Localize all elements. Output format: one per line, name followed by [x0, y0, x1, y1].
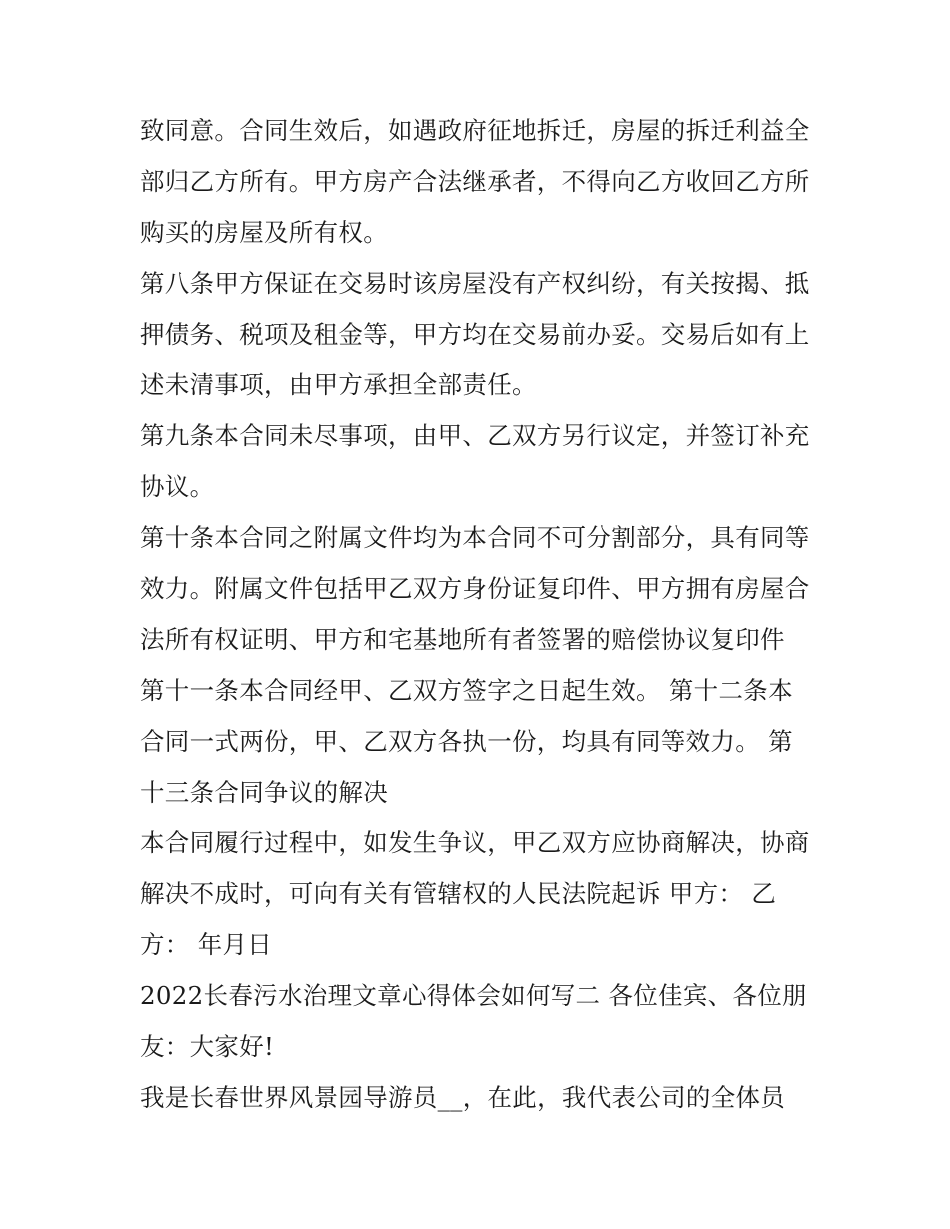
text-line: 2022长春污水治理文章心得体会如何写二 各位佳宾、各位朋 [140, 981, 807, 1011]
text-line: 第九条本合同未尽事项，由甲、乙双方另行议定，并签订补充 [140, 421, 810, 451]
text-line: 效力。附属文件包括甲乙双方身份证复印件、甲方拥有房屋合 [140, 574, 810, 604]
text-line: 合同一式两份，甲、乙双方各执一份，均具有同等效力。 第 [140, 726, 793, 756]
text-line: 致同意。合同生效后，如遇政府征地拆迁，房屋的拆迁利益全 [140, 116, 810, 145]
text-line: 我是长春世界风景园导游员__，在此，我代表公司的全体员 [140, 1082, 786, 1112]
text-line: 法所有权证明、甲方和宅基地所有者签署的赔偿协议复印件 [140, 624, 785, 654]
text-line: 协议。 [140, 472, 215, 502]
text-line: 第十条本合同之附属文件均为本合同不可分割部分，具有同等 [140, 523, 810, 553]
text-line: 第十一条本合同经甲、乙双方签字之日起生效。 第十二条本 [140, 675, 793, 705]
text-line: 购买的房屋及所有权。 [140, 217, 388, 247]
text-line: 押债务、税项及租金等，甲方均在交易前办妥。交易后如有上 [140, 319, 810, 349]
document-body [140, 106, 820, 1124]
text-line: 第八条甲方保证在交易时该房屋没有产权纠纷，有关按揭、抵 [140, 268, 810, 298]
text-line: 方： 年月日 [140, 930, 273, 960]
text-line: 本合同履行过程中，如发生争议，甲乙双方应协商解决，协商 [140, 828, 810, 858]
text-line: 友：大家好! [140, 1032, 275, 1062]
text-line: 十三条合同争议的解决 [140, 777, 388, 807]
text-line: 述未清事项，由甲方承担全部责任。 [140, 370, 537, 400]
text-line: 解决不成时，可向有关有管辖权的人民法院起诉 甲方： 乙 [140, 879, 777, 909]
text-line: 部归乙方所有。甲方房产合法继承者，不得向乙方收回乙方所 [140, 166, 810, 196]
